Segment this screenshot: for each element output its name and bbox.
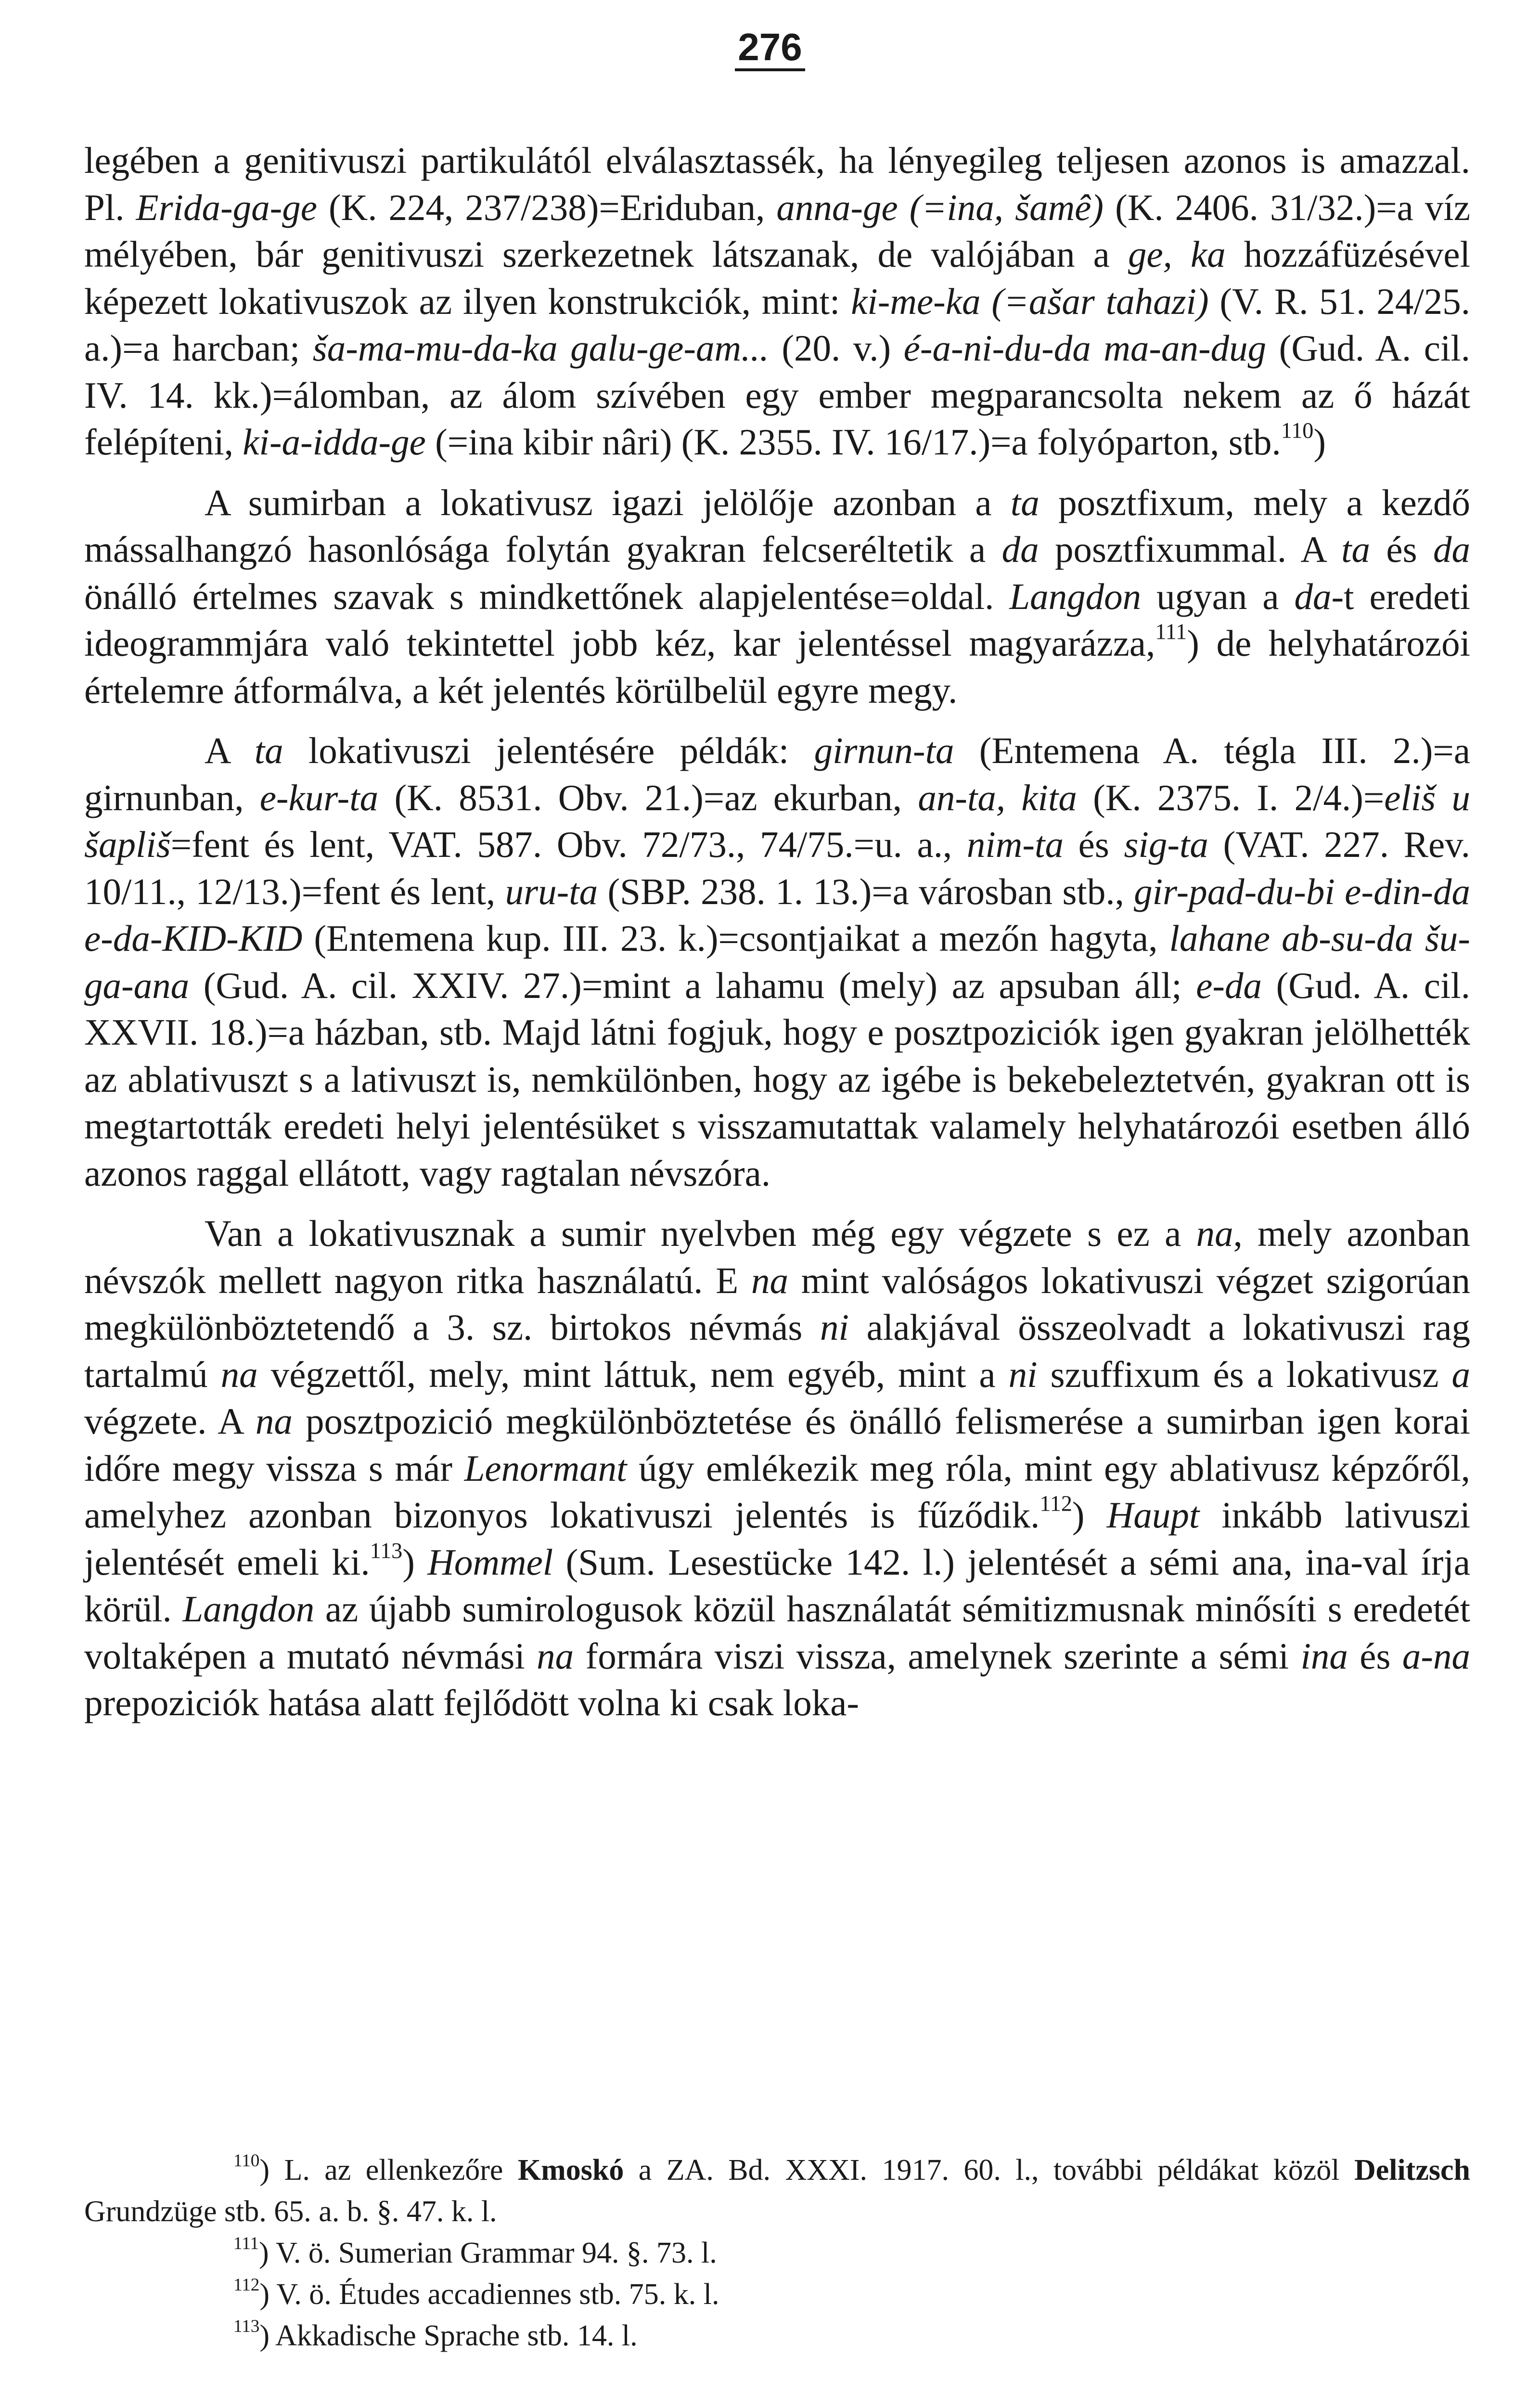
paragraph-2: A sumirban a lokativusz igazi jelölője azonban a ta posztfixum, mely a kezdő mássalhangzó hasonlósága folytán gyakran felcseréltetik a da posztfixummal. A ta és da önálló értelmes szavak s mindkettőnek alapjelentése=oldal. Langdon ugyan a da-t eredeti ideogrammjára való tekintettel jobb kéz, kar jelentéssel magyarázza,$^{111}$) de helyhatározói értelemre átformálva, a két jelentés körülbelül egyre megy. bbox=[84, 481, 1471, 711]
footnotes bbox=[84, 2149, 1470, 2356]
page-number bbox=[0, 25, 1540, 69]
page-number-text: 276 bbox=[735, 26, 805, 71]
paragraph-4: Van a lokativusznak a sumir nyelvben még egy végzete s ez a na, mely azonban névszók mellett nagyon ritka használatú. E na mint valóságos lokativuszi végzet szigorúan megkülönböztetendő a 3. sz. birtokos névmás ni alakjával összeolvadt a lokativuszi rag tartalmú na végzettől, mely, mint láttuk, nem egyéb, mint a ni szuffixum és a lokativusz a végzete. A na posztpozició megkülönböztetése és önálló felismerése a sumirban igen korai időre megy vissza s már Lenormant úgy emlékezik meg róla, mint egy ablativusz képzőről, amelyhez azonban bizonyos lokativuszi jelentés is fűződik.$^{112}$) Haupt inkább lativuszi jelentését emeli ki.$^{113}$) Hommel (Sum. Lesestücke 142. l.) jelentését a sémi ana, ina-val írja körül. Langdon az újabb sumirologusok közül használatát sémitizmusnak minősíti s eredetét voltaképen a mutató névmási na formára viszi vissza, amelynek szerinte a sémi ina és a-na prepoziciók hatása alatt fejlődött volna ki csak loka- bbox=[84, 1213, 1471, 1723]
main-text bbox=[84, 137, 1470, 1727]
footnote-110: $^{110}$) L. az ellenkezőre Kmoskó a ZA. Bd. XXXI. 1917. 60. l., további példákat közöl Delitzsch Grundzüge stb. 65. a. b. §. 47. k. l. bbox=[84, 2151, 1471, 2228]
paragraph-3: A ta lokativuszi jelentésére példák: girnun-ta (Entemena A. tégla III. 2.)=a girnunban, e-kur-ta (K. 8531. Obv. 21.)=az ekurban, an-ta, kita (K. 2375. I. 2/4.)=eliš u šapliš=fent és lent, VAT. 587. Obv. 72/73., 74/75.=u. a., nim-ta és sig-ta (VAT. 227. Rev. 10/11., 12/13.)=fent és lent, uru-ta (SBP. 238. 1. 13.)=a városban stb., gir-pad-du-bi e-din-da e-da-KID-KID (Entemena kup. III. 23. k.)=csontjaikat a mezőn hagyta, lahane ab-su-da šu-ga-ana (Gud. A. cil. XXIV. 27.)=mint a lahamu (mely) az apsuban áll; e-da (Gud. A. cil. XXVII. 18.)=a házban, stb. Majd látni fogjuk, hogy e posztpoziciók igen gyakran jelölhették az ablativuszt s a lativuszt is, nemkülönben, hogy az igébe is bekebeleztetvén, gyakran ott is megtartották eredeti helyi jelentésüket s visszamutattak valamely helyhatározói esetben álló azonos raggal ellátott, vagy ragtalan névszóra. bbox=[84, 730, 1470, 1194]
paragraph-1: legében a genitivuszi partikulától elválasztassék, ha lényegileg teljesen azonos is amazzal. Pl. Erida-ga-ge (K. 224, 237/238)=Eriduban, anna-ge (=ina, šamê) (K. 2406. 31/32.)=a víz mélyében, bár genitivuszi szerkezetnek látszanak, de valójában a ge, ka hozzáfüzésével képezett lokativuszok az ilyen konstrukciók, mint: ki-me-ka (=ašar tahazi) (V. R. 51. 24/25. a.)=a harcban; ša-ma-mu-da-ka galu-ge-am... (20. v.) é-a-ni-du-da ma-an-dug (Gud. A. cil. IV. 14. kk.)=álomban, az álom szívében egy ember megparancsolta nekem az ő házát felépíteni, ki-a-idda-ge (=ina kibir nâri) (K. 2355. IV. 16/17.)=a folyóparton, stb.$^{110}$) bbox=[84, 140, 1471, 463]
footnote-111: $^{111}$) V. ö. Sumerian Grammar 94. §. 73. l. bbox=[233, 2234, 717, 2269]
footnote-112: $^{112}$) V. ö. Études accadiennes stb. 75. k. l. bbox=[233, 2275, 719, 2311]
footnote-113: $^{113}$) Akkadische Sprache stb. 14. l. bbox=[233, 2316, 638, 2352]
